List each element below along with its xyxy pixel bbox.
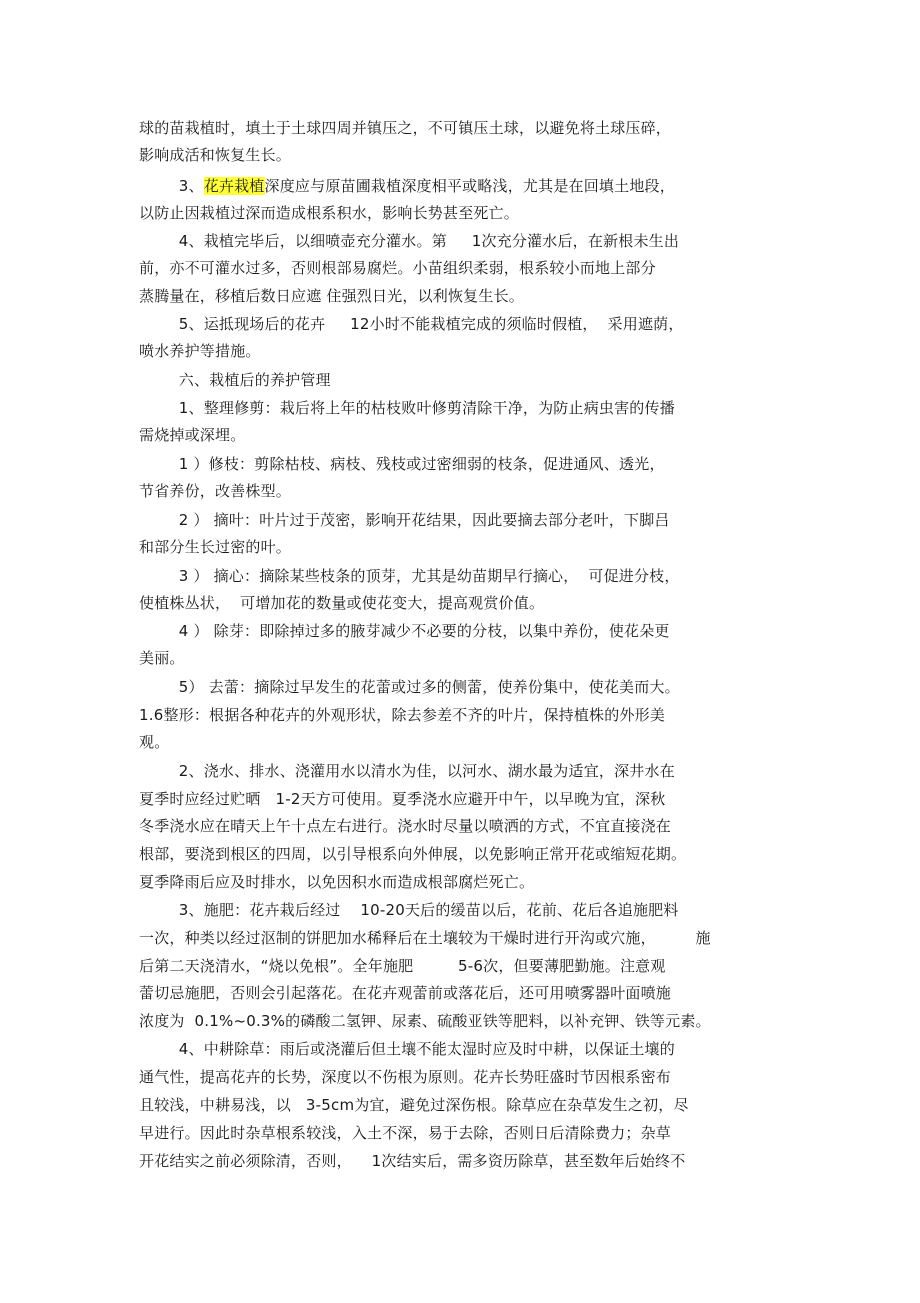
text-segment: 喷水养护等措施。: [139, 342, 261, 360]
text-line: [139, 732, 169, 752]
text-segment: 4、中耕除草：雨后或浇灌后但土壤不能太湿时应及时中耕，以保证土壤的: [139, 1040, 675, 1058]
text-segment: 前，亦不可灌水过多，否则根部易腐烂。小苗组织柔弱，根系较小而地上部分: [139, 259, 656, 277]
text-segment: 蕾切忌施肥，否则会引起落花。在花卉观蕾前或落花后，还可用喷雾器叶面喷施: [139, 984, 672, 1002]
text-segment: 观。: [139, 733, 170, 751]
text-line: [139, 1151, 685, 1171]
text-segment: 蒸腾量在，移植后数日应遮 住强烈日光，以利恢复生长。: [139, 287, 524, 305]
text-line: [139, 844, 686, 864]
text-segment: 3 ） 摘心：摘除某些枝条的顶芽，尤其是幼苗期早行摘心， 可促进分枝，: [139, 567, 680, 585]
text-segment: 且较浅，中耕易浅，以 3-5cm为宜，避免过深伤根。除草应在杂草发生之初，尽: [139, 1096, 689, 1114]
text-line: [139, 481, 291, 501]
text-line: [139, 705, 665, 725]
text-segment: 一次，种类以经过沤制的饼肥加水稀释后在土壤较为干燥时进行开沟或穴施， 施: [139, 929, 711, 947]
text-segment: 冬季浇水应在晴天上午十点左右进行。浇水时尽量以喷洒的方式，不宜直接浇在: [139, 817, 672, 835]
text-segment: 需烧掉或深埋。: [139, 426, 246, 444]
text-segment: 影响成活和恢复生长。: [139, 146, 292, 164]
text-line: [139, 648, 185, 668]
text-line: [139, 761, 675, 781]
text-line: [139, 593, 544, 613]
text-line: [139, 454, 665, 474]
text-segment: 六、栽植后的养护管理: [139, 371, 331, 389]
text-line: [139, 1039, 675, 1059]
text-line: [139, 341, 261, 361]
text-line: [139, 956, 666, 976]
text-line: [139, 118, 671, 138]
text-segment: 3、: [139, 177, 204, 195]
text-line: [139, 286, 524, 306]
text-segment: 4、栽植完毕后，以细喷壶充分灌水。第 1次充分灌水后，在新根未生出: [139, 232, 680, 250]
text-segment: 2 ） 摘叶：叶片过于茂密，影响开花结果，因此要摘去部分老叶，下脚吕: [139, 511, 670, 529]
text-line: [139, 566, 680, 586]
text-segment: 以防止因栽植过深而造成根系积水，影响长势甚至死亡。: [139, 204, 520, 222]
text-segment: 夏季降雨后应及时排水，以免因积水而造成根部腐烂死亡。: [139, 873, 535, 891]
text-segment: 1、整理修剪：栽后将上年的枯枝败叶修剪清除干净，为防止病虫害的传播: [139, 399, 675, 417]
text-line: [139, 231, 679, 251]
text-line: [139, 928, 711, 948]
text-line: [139, 398, 675, 418]
text-segment: 后第二天浇清水，“烧以免根”。全年施肥 5-6次，但要薄肥勤施。注意观: [139, 957, 666, 975]
text-line: [139, 258, 656, 278]
text-line: [139, 1095, 689, 1115]
text-line: [139, 203, 519, 223]
text-segment: 深度应与原苗圃栽植深度相平或略浅，尤其是在回填土地段，: [264, 177, 675, 195]
text-line: [139, 510, 670, 530]
text-line: [139, 816, 671, 836]
text-segment: 根部，要浇到根区的四周，以引导根系向外伸展，以免影响正常开花或缩短花期。: [139, 845, 687, 863]
text-line: [139, 677, 680, 697]
text-line: [139, 621, 670, 641]
text-segment: 浓度为 0.1%~0.3%的磷酸二氢钾、尿素、硫酸亚铁等肥料，以补充钾、铁等元素。: [139, 1012, 711, 1030]
text-line: [139, 789, 665, 809]
text-line: [139, 537, 291, 557]
text-line: [139, 1123, 671, 1143]
text-line: [139, 872, 534, 892]
text-segment: 5、运抵现场后的花卉 12小时不能栽植完成的须临时假植， 采用遮荫，: [139, 315, 684, 333]
text-segment: 开花结实之前必须除清，否则， 1次结实后，需多资历除草，甚至数年后始终不: [139, 1152, 686, 1170]
text-segment: 1 ）修枝：剪除枯枝、病枝、残枝或过密细弱的枝条，促进通风、透光，: [139, 455, 665, 473]
text-line: [139, 145, 291, 165]
text-line: [139, 176, 675, 196]
text-line: [139, 314, 684, 334]
text-segment: 球的苗栽植时，填土于土球四周并镇压之，不可镇压土球，以避免将土球压碎，: [139, 119, 672, 137]
text-line: [139, 425, 245, 445]
text-line: [139, 1067, 671, 1087]
text-line: [139, 1011, 711, 1031]
text-line: [139, 983, 671, 1003]
highlighted-text: 花卉栽植: [203, 177, 265, 195]
text-segment: 3、施肥：花卉栽后经过 10-20天后的缓苗以后，花前、花后各追施肥料: [139, 901, 679, 919]
text-segment: 早进行。因此时杂草根系较浅，入土不深，易于去除，否则日后清除费力；杂草: [139, 1124, 672, 1142]
text-line: [139, 370, 331, 390]
text-segment: 美丽。: [139, 649, 185, 667]
text-segment: 使植株丛状， 可增加花的数量或使花变大，提高观赏价值。: [139, 594, 545, 612]
text-segment: 2、浇水、排水、浇灌用水以清水为佳，以河水、湖水最为适宜，深井水在: [139, 762, 675, 780]
text-segment: 和部分生长过密的叶。: [139, 538, 292, 556]
text-segment: 5） 去蕾：摘除过早发生的花蕾或过多的侧蕾，使养份集中，使花美而大。: [139, 678, 680, 696]
text-segment: 夏季时应经过贮晒 1-2天方可使用。夏季浇水应避开中午，以早晚为宜，深秋: [139, 790, 666, 808]
text-segment: 1.6整形：根据各种花卉的外观形状，除去参差不齐的叶片，保持植株的外形美: [139, 706, 666, 724]
text-segment: 4 ） 除芽：即除掉过多的腋芽减少不必要的分枝，以集中养份，使花朵更: [139, 622, 670, 640]
text-segment: 节省养份，改善株型。: [139, 482, 292, 500]
text-line: [139, 900, 679, 920]
text-segment: 通气性，提高花卉的长势，深度以不伤根为原则。花卉长势旺盛时节因根系密布: [139, 1068, 672, 1086]
